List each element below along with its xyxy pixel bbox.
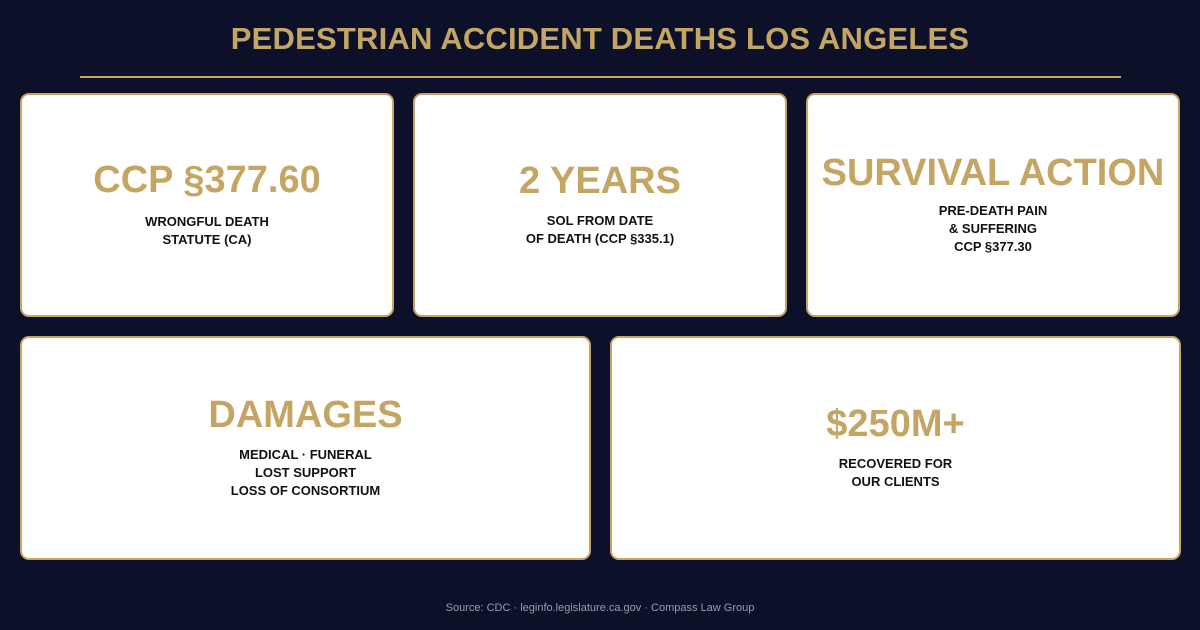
card-headline: SURVIVAL ACTION [821, 152, 1165, 194]
card-description-line: & SUFFERING [948, 221, 1038, 236]
stat-card-wrongful-death-statute [20, 93, 394, 317]
card-headline: DAMAGES [208, 394, 403, 436]
source-footer: Source: CDC · leginfo.legislature.ca.gov · Compass Law Group [445, 602, 755, 614]
stat-card-survival-action [806, 93, 1180, 317]
card-description-line: CCP §377.30 [954, 239, 1032, 254]
card-description-line: RECOVERED FOR [838, 456, 953, 471]
card-headline: CCP §377.60 [93, 159, 321, 201]
card-description-line: OUR CLIENTS [851, 474, 940, 489]
card-description-line: LOSS OF CONSORTIUM [230, 483, 381, 498]
card-description-line: STATUTE (CA) [162, 232, 252, 247]
card-description-line: OF DEATH (CCP §335.1) [525, 231, 675, 246]
card-description [231, 446, 381, 500]
stat-card-statute-of-limitations [413, 93, 787, 317]
card-description [839, 455, 952, 491]
card-description [939, 202, 1048, 256]
card-description-line: WRONGFUL DEATH [145, 214, 269, 229]
title-divider [80, 76, 1121, 78]
stat-card-damages [20, 336, 591, 560]
card-description [526, 212, 674, 248]
card-description-line: MEDICAL · FUNERAL [239, 447, 372, 462]
card-headline: 2 YEARS [519, 160, 681, 202]
card-description-line: LOST SUPPORT [254, 465, 357, 480]
page-title: PEDESTRIAN ACCIDENT DEATHS LOS ANGELES [230, 21, 970, 56]
stat-card-recovered-amount [610, 336, 1181, 560]
card-description-line: SOL FROM DATE [546, 213, 654, 228]
card-headline: $250M+ [826, 403, 965, 445]
card-description [145, 213, 269, 249]
card-description-line: PRE-DEATH PAIN [938, 203, 1048, 218]
